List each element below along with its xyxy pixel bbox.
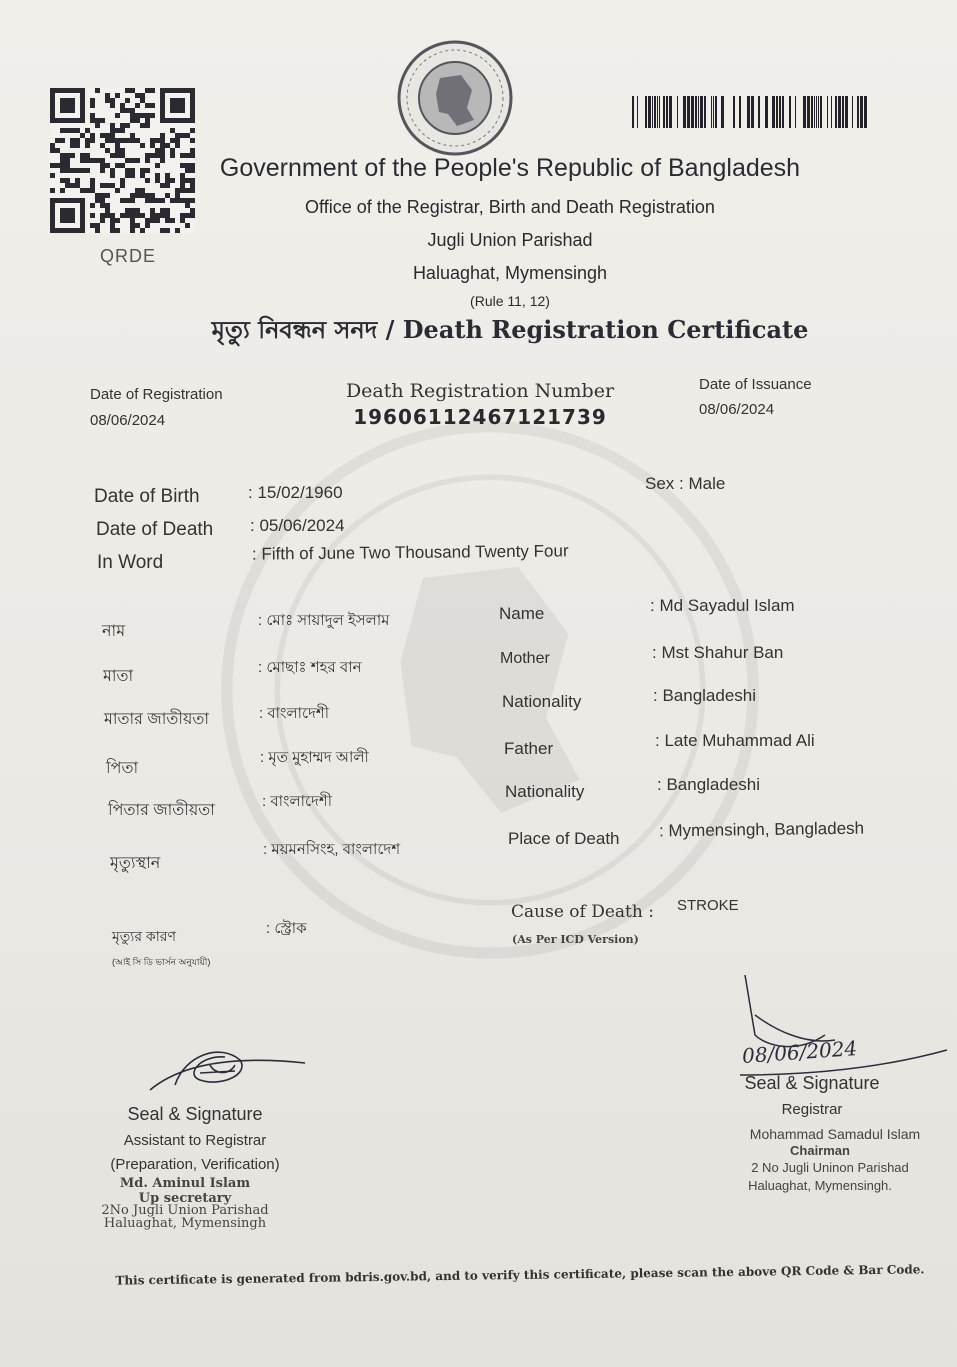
en-father-value: : Late Muhammad Ali [655, 731, 815, 750]
bn-mother-nationality-label: মাতার জাতীয়তা [104, 711, 210, 728]
registration-number-label: Death Registration Number [345, 380, 615, 402]
left-role-sub: (Preparation, Verification) [110, 1156, 280, 1173]
left-signature-icon [140, 1035, 320, 1100]
registration-date-value: 08/06/2024 [90, 412, 166, 429]
registration-number-value: 19606112467121739 [353, 405, 607, 429]
right-stamp-title: Chairman [790, 1143, 850, 1158]
rule-text: (Rule 11, 12) [470, 293, 550, 309]
certificate-title: মৃত্যু নিবন্ধন সনদ / Death Registration Certificate [211, 315, 809, 344]
office-heading: Office of the Registrar, Birth and Death Registration [305, 197, 715, 217]
sex-value: Sex : Male [645, 474, 726, 493]
right-stamp-name: Mohammad Samadul Islam [749, 1126, 921, 1142]
bn-mother-value: : মোছাঃ শহর বান [258, 659, 362, 676]
left-stamp-location: Haluaghat, Mymensingh [103, 1216, 267, 1231]
right-role: Registrar [781, 1101, 843, 1118]
barcode-icon[interactable] [632, 96, 867, 128]
left-stamp-name: Md. Aminul Islam [119, 1176, 251, 1191]
bn-cause-subtext: (আই সি ডি ভার্সন অনুযায়ী) [112, 957, 211, 967]
death-date-value: : 05/06/2024 [250, 516, 345, 535]
bn-name-label: নাম [102, 623, 126, 640]
en-mother-nationality-value: : Bangladeshi [653, 686, 757, 705]
government-seal-icon [395, 38, 515, 158]
right-stamp-union: 2 No Jugli Uninon Parishad [751, 1160, 909, 1175]
en-mother-label: Mother [500, 650, 550, 667]
bn-place-label: মৃত্যুস্থান [110, 855, 161, 872]
location-heading: Haluaghat, Mymensingh [412, 263, 608, 283]
left-stamp-title: Up secretary [138, 1191, 232, 1206]
en-mother-nationality-label: Nationality [502, 692, 582, 711]
bn-mother-label: মাতা [103, 668, 134, 685]
left-role: Assistant to Registrar [123, 1132, 267, 1149]
left-seal-title: Seal & Signature [127, 1104, 263, 1124]
en-place-value: : Mymensingh, Bangladesh [658, 818, 865, 841]
bn-father-nationality-value: : বাংলাদেশী [262, 793, 333, 810]
birth-date-label: Date of Birth [94, 486, 200, 507]
en-name-label: Name [499, 604, 545, 623]
left-stamp-union: 2No Jugli Union Parishad [101, 1203, 269, 1218]
en-cause-subtext: (As Per ICD Version) [512, 933, 639, 946]
in-word-label: In Word [97, 552, 164, 573]
union-heading: Jugli Union Parishad [427, 230, 593, 250]
bn-cause-value: : স্ট্রোক [266, 920, 307, 937]
right-signature-icon [735, 975, 950, 1085]
birth-date-value: : 15/02/1960 [248, 483, 343, 502]
en-cause-label: Cause of Death : [511, 902, 654, 922]
en-name-value: : Md Sayadul Islam [650, 596, 795, 615]
footer-note: This certificate is generated from bdris.gov.bd, and to verify this certificate, please scan the above QR Code & Bar Code. [115, 1262, 925, 1288]
bn-father-value: : মৃত মুহাম্মদ আলী [260, 749, 369, 766]
registration-date-label: Date of Registration [90, 386, 223, 403]
issuance-date-value: 08/06/2024 [699, 401, 775, 418]
bn-name-value: : মোঃ সায়াদুল ইসলাম [258, 612, 390, 629]
right-seal-title: Seal & Signature [744, 1073, 880, 1093]
handwritten-date: 08/06/2024 [741, 1036, 858, 1068]
issuance-date-label: Date of Issuance [699, 376, 812, 393]
right-stamp-location: Haluaghat, Mymensingh. [748, 1178, 892, 1193]
bn-place-value: : ময়মনসিংহ, বাংলাদেশ [263, 841, 401, 858]
en-cause-value: STROKE [677, 897, 739, 914]
en-place-label: Place of Death [508, 829, 620, 848]
bn-father-nationality-label: পিতার জাতীয়তা [108, 802, 215, 819]
en-father-nationality-value: : Bangladeshi [657, 775, 761, 794]
bn-cause-label: মৃত্যুর কারণ [112, 928, 176, 944]
government-heading: Government of the People's Republic of Bangladesh [219, 154, 801, 182]
bn-mother-nationality-value: : বাংলাদেশী [259, 705, 330, 722]
en-mother-value: : Mst Shahur Ban [652, 643, 784, 662]
death-date-label: Date of Death [96, 519, 214, 540]
en-father-label: Father [504, 739, 554, 758]
en-father-nationality-label: Nationality [505, 782, 585, 801]
bn-father-label: পিতা [106, 760, 139, 777]
qr-label: QRDE [100, 246, 157, 266]
in-word-value: : Fifth of June Two Thousand Twenty Four [251, 541, 569, 564]
